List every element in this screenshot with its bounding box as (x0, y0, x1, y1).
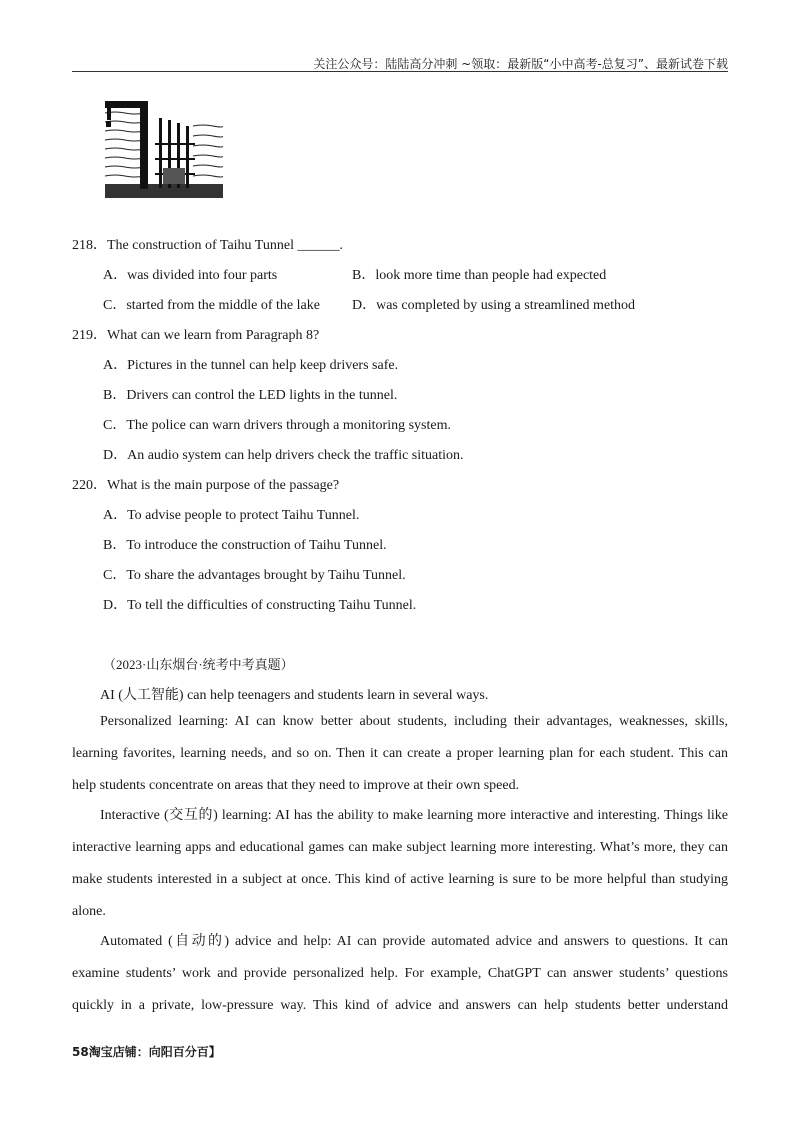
text-line: alone. (72, 904, 106, 919)
text-line: Interactive (交互的) learning: AI has the ability to make learning more interactive and interesting. Things like (100, 808, 728, 823)
header-divider (72, 71, 728, 72)
question-stem: The construction of Taihu Tunnel ______. (107, 238, 343, 253)
paragraph-interactive-learning (72, 800, 728, 928)
option-c: C．To share the advantages brought by Taihu Tunnel. (103, 568, 406, 583)
text-line: make students interested in a subject at once. This kind of active learning is sure to be more helpful than studying (72, 872, 728, 887)
text-line: Automated (自动的) advice and help: AI can provide automated advice and answers to questions. It can (100, 934, 728, 949)
paragraph-automated-advice (72, 926, 728, 1022)
source-citation: （2023·山东烟台·统考中考真题） (103, 657, 294, 672)
question-number: 219． (72, 328, 107, 343)
tunnel-construction-illustration (103, 98, 223, 200)
passage-intro: AI (人工智能) can help teenagers and students learn in several ways. (100, 688, 489, 703)
text-line: learning favorites, learning needs, and so on. Then it can create a proper learning plan for each student. This can (72, 746, 728, 761)
question-220 (72, 474, 339, 494)
question-218 (72, 234, 343, 254)
option-a: A．was divided into four parts (103, 268, 278, 283)
text-line: quickly in a private, low-pressure way. This kind of advice and answers can help students better understand (72, 998, 728, 1013)
option-c: C．started from the middle of the lake (103, 298, 320, 313)
option-d: D．To tell the difficulties of constructing Taihu Tunnel. (103, 598, 417, 613)
text-line: help students concentrate on areas that they need to improve at their own speed. (72, 778, 520, 793)
page-footer: 58淘宝店铺：向阳百分百】 (72, 1045, 221, 1059)
option-d: D．An audio system can help drivers check the traffic situation. (103, 448, 464, 463)
option-b: B．look more time than people had expected (352, 268, 607, 283)
text-line: interactive learning apps and educational games can make subject learning more interesting. What’s more, they can (72, 840, 728, 855)
question-stem: What is the main purpose of the passage? (107, 478, 340, 493)
question-stem: What can we learn from Paragraph 8? (107, 328, 320, 343)
option-a: A．To advise people to protect Taihu Tunnel. (103, 508, 360, 523)
question-219 (72, 324, 319, 344)
page-header: 关注公众号：陆陆高分冲刺 ~领取：最新版“小中高考-总复习”、最新试卷下载 (313, 57, 728, 71)
option-b: B．To introduce the construction of Taihu Tunnel. (103, 538, 387, 553)
question-number: 220． (72, 478, 107, 493)
option-d: D．was completed by using a streamlined method (352, 298, 636, 313)
option-c: C．The police can warn drivers through a monitoring system. (103, 418, 451, 433)
text-line: Personalized learning: AI can know better about students, including their advantages, weaknesses, skills, (100, 714, 728, 729)
question-number: 218． (72, 238, 107, 253)
option-a: A．Pictures in the tunnel can help keep drivers safe. (103, 358, 399, 373)
paragraph-personalized-learning (72, 706, 728, 802)
option-b: B．Drivers can control the LED lights in the tunnel. (103, 388, 398, 403)
text-line: examine students’ work and provide personalized help. For example, ChatGPT can answer students’ questions (72, 966, 728, 981)
